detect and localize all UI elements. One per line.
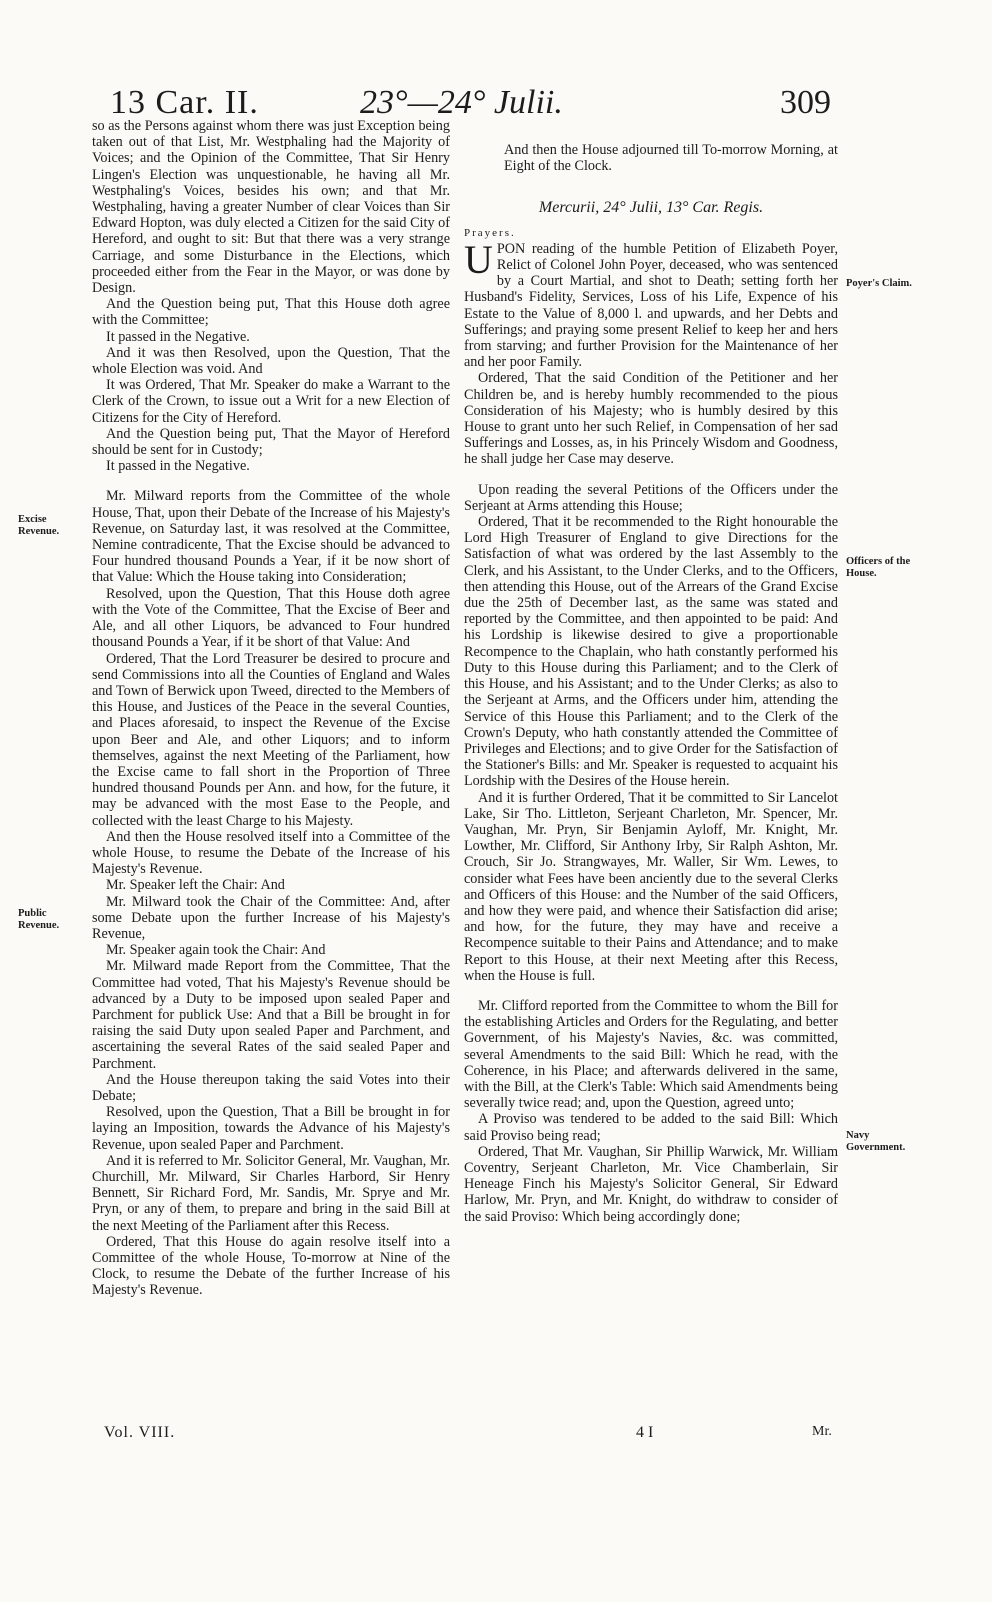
paragraph: Mr. Clifford reported from the Committee to whom the Bill for the establishing Articles and Orders for the Regulating, and better Government, of his Majesty's Navies, &c. was committed, several Amendments to the said Bill: Which he read, with the Coherence, in his Place; and afterwards delivered in the same, with the Bill, at the Clerk's Table: Which said Amendments being severally twice read; and, upon the Question, agreed unto; — [464, 997, 838, 1112]
paragraph: Ordered, That Mr. Vaughan, Sir Phillip Warwick, Mr. William Coventry, Serjeant Charleton, Mr. Vice Chamberlain, Sir Heneage Finch his Majesty's Solicitor General, Sir Edward Harlow, Mr. Pryn, and Mr. Knight, do withdraw to consider of the said Proviso: Which being accordingly done; — [464, 1143, 838, 1225]
paragraph: And the Question being put, That the Mayor of Hereford should be sent for in Custody; — [92, 425, 450, 459]
paragraph: Ordered, That it be recommended to the Right honourable the Lord High Treasurer of England to give Directions for the Satisfaction of what was ordered by the last Assembly to the Clerk, and his Assistant, to the Under Clerks, and to the Officers, then attending this House, out of the Arrears of the Grand Excise due the 25th of December last, as the same was stated and reported by the Committee, and then appointed to be paid: And his Lordship is likewise desired to give a proportionable Recompence to the Chaplain, who hath constantly performed his Duty to this House during this Parliament; and to the Clerk of this House, and his Assistant; and to the Under Clerks; as also to the Serjeant at Arms, and the Officers under him, attending the Service of this House this Parliament; and to the Clerk of the Crown's Deputy, who hath constantly attended the Committee of Privileges and Elections; and to give Order for the Satisfaction of the Stationer's Bills: and Mr. Speaker is requested to acquaint his Lordship with the Desires of the House herein. — [464, 514, 838, 790]
paragraph: Ordered, That the Lord Treasurer be desired to procure and send Commissions into all the Counties of England and Wales and Town of Berwick upon Tweed, directed to the Members of this House, and Justices of the Peace in the several Counties, and Places aforesaid, to inspect the Revenue of the Excise upon Beer and Ale, and other Liquors; and to inform themselves, against the next Meeting of the Parliament, how the Excise came to fall short in the Proportion of Three hundred thousand Pounds per Ann. and how, for the future, it may be advanced with the most Ease to the People, and collected with the least Charge to his Majesty. — [92, 650, 450, 829]
paragraph: And it is further Ordered, That it be committed to Sir Lancelot Lake, Sir Tho. Littleton, Serjeant Charleton, Mr. Spencer, Mr. Vaughan, Mr. Pryn, Sir Benjamin Ayloff, Mr. Knight, Mr. Lowther, Mr. Clifford, Sir Anthony Irby, Sir Ralph Ashton, Mr. Crouch, Sir Jo. Strangwayes, Mr. Waller, Sir Wm. Lewes, to consider what Fees have been anciently due to the several Clerks and Officers of this House: and the Number of the said Officers, and how they were paid, and whence their Satisfaction did arise; and how, for the future, they may have and receive a Recompence suitable to their Pains and Attendance; and to make Report to this House, at their next Meeting after this Recess, when the House is full. — [464, 789, 838, 984]
volume-label: Vol. VIII. — [104, 1424, 176, 1441]
paragraph: It was Ordered, That Mr. Speaker do make a Warrant to the Clerk of the Crown, to issue out a Writ for a new Election of Citizens for the City of Hereford. — [92, 377, 450, 426]
paragraph: Resolved, upon the Question, That a Bill be brought in for laying an Imposition, towards the Advance of his Majesty's Revenue, upon sealed Paper and Parchment. — [92, 1104, 450, 1153]
paragraph: And it was then Resolved, upon the Question, That the whole Election was void. And — [92, 344, 450, 378]
paragraph: Mr. Milward took the Chair of the Committee: And, after some Debate upon the further Increase of his Majesty's Revenue, — [92, 893, 450, 942]
paragraph: Mr. Speaker left the Chair: And — [106, 877, 285, 894]
paragraph: It passed in the Negative. — [106, 328, 250, 345]
drop-capital: U — [464, 236, 493, 282]
paragraph: And the Question being put, That this House doth agree with the Committee; — [92, 296, 450, 329]
margin-note-officers: Officers of the House. — [846, 556, 911, 579]
catchword: Mr. — [812, 1424, 832, 1439]
right-column — [464, 142, 838, 1225]
paragraph: Mr. Speaker again took the Chair: And — [106, 942, 326, 959]
page-number: 309 — [780, 84, 831, 121]
date-heading: Mercurii, 24° Julii, 13° Car. Regis. — [538, 199, 764, 217]
poyer-petition-text: PON reading of the humble Petition of Elizabeth Poyer, Relict of Colonel John Poyer, deceased, who was sentenced by a Court Martial, and shot to Death; setting forth her Husband's Fidelity, Services, Loss of his Life, Expence of his Estate to the Value of 8,000 l. and upwards, and her Debts and Sufferings; and praying some present Relief to keep her and hers from starving; and further Provision for the Maintenance of her and her poor Family. — [464, 240, 838, 371]
poyer-petition-paragraph — [464, 236, 838, 371]
margin-note-public: Public Revenue. — [18, 908, 60, 931]
adjournment-paragraph: And then the House adjourned till To-morrow Morning, at Eight of the Clock. — [504, 142, 838, 175]
signature-mark: 4 I — [636, 1424, 654, 1441]
paragraph: Mr. Milward made Report from the Committee, That the Committee had voted, That his Majesty's Revenue should be advanced by a Duty to be imposed upon sealed Paper and Parchment for publick Use: And that a Bill be brought in for raising the said Duty upon sealed Paper and Parchment, and ascertaining the several Rates of the said sealed Paper and Parchment. — [92, 958, 450, 1072]
header-date: 23°—24° Julii. — [360, 84, 563, 121]
paragraph: And the House thereupon taking the said Votes into their Debate; — [92, 1071, 450, 1104]
header-regnal-year: 13 Car. II. — [110, 84, 259, 121]
paragraph: It passed in the Negative. — [106, 458, 250, 475]
margin-note-poyer: Poyer's Claim. — [846, 278, 912, 289]
paragraph: Ordered, That this House do again resolve itself into a Committee of the whole House, To-morrow at Nine of the Clock, to resume the Debate of the further Increase of his Majesty's Revenue. — [92, 1233, 450, 1299]
paragraph: Mr. Milward reports from the Committee of the whole House, That, upon their Debate of the Increase of his Majesty's Revenue, on Saturday last, it was resolved at the Committee, Nemine contradicente, That the Excise should be advanced to Four hundred thousand Pounds a Year, if it be now short of that Value: Which the House taking into Consideration; — [92, 488, 450, 586]
margin-note-navy: Navy Government. — [846, 1130, 906, 1153]
paragraph: And then the House resolved itself into a Committee of the whole House, to resume the Debate of the Increase of his Majesty's Revenue. — [92, 828, 450, 878]
paragraph: And it is referred to Mr. Solicitor General, Mr. Vaughan, Mr. Churchill, Mr. Milward, Sir Charles Harbord, Sir Henry Bennett, Sir Richard Ford, Mr. Sandis, Mr. Sprye and Mr. Pryn, or any of them, to prepare and bring in the said Bill at the next Meeting of the Parliament after this Recess. — [92, 1152, 450, 1234]
paragraph: Resolved, upon the Question, That this House doth agree with the Vote of the Committee, That the Excise of Beer and Ale, and all other Liquors, be advanced to Four hundred thousand Pounds a Year, if it be short of that Value: And — [92, 585, 450, 651]
margin-note-excise: Excise Revenue. — [18, 514, 60, 537]
paragraph: Ordered, That the said Condition of the Petitioner and her Children be, and is hereby humbly recommended to the pious Consideration of his Majesty; who is humbly desired by this House to grant unto her such Relief, in Compensation of her sad Sufferings and Losses, as, in his Princely Wisdom and Goodness, he shall judge her Case may deserve. — [464, 370, 838, 468]
paragraph: Upon reading the several Petitions of the Officers under the Serjeant at Arms attending this House; — [464, 481, 838, 514]
paragraph: A Proviso was tendered to be added to the said Bill: Which said Proviso being read; — [464, 1111, 838, 1144]
paragraph: so as the Persons against whom there was just Exception being taken out of that List, Mr. Westphaling had the Majority of Voices; and the Opinion of the Committee, That Sir Henry Lingen's Election was unquestionable, he having all Mr. Westphaling's Voices, besides his own; and that Mr. Westphaling, having a greater Number of clear Voices than Sir Edward Hopton, was duly elected a Citizen for the said City of Hereford, and ought to sit: But that there was a very strange Carriage, and some Disturbance in the Elections, which proceeded either from the Fear in the Mayor, or was done by Design. — [92, 118, 450, 297]
left-column — [92, 118, 450, 1299]
prayers-heading: Prayers. — [464, 226, 516, 239]
